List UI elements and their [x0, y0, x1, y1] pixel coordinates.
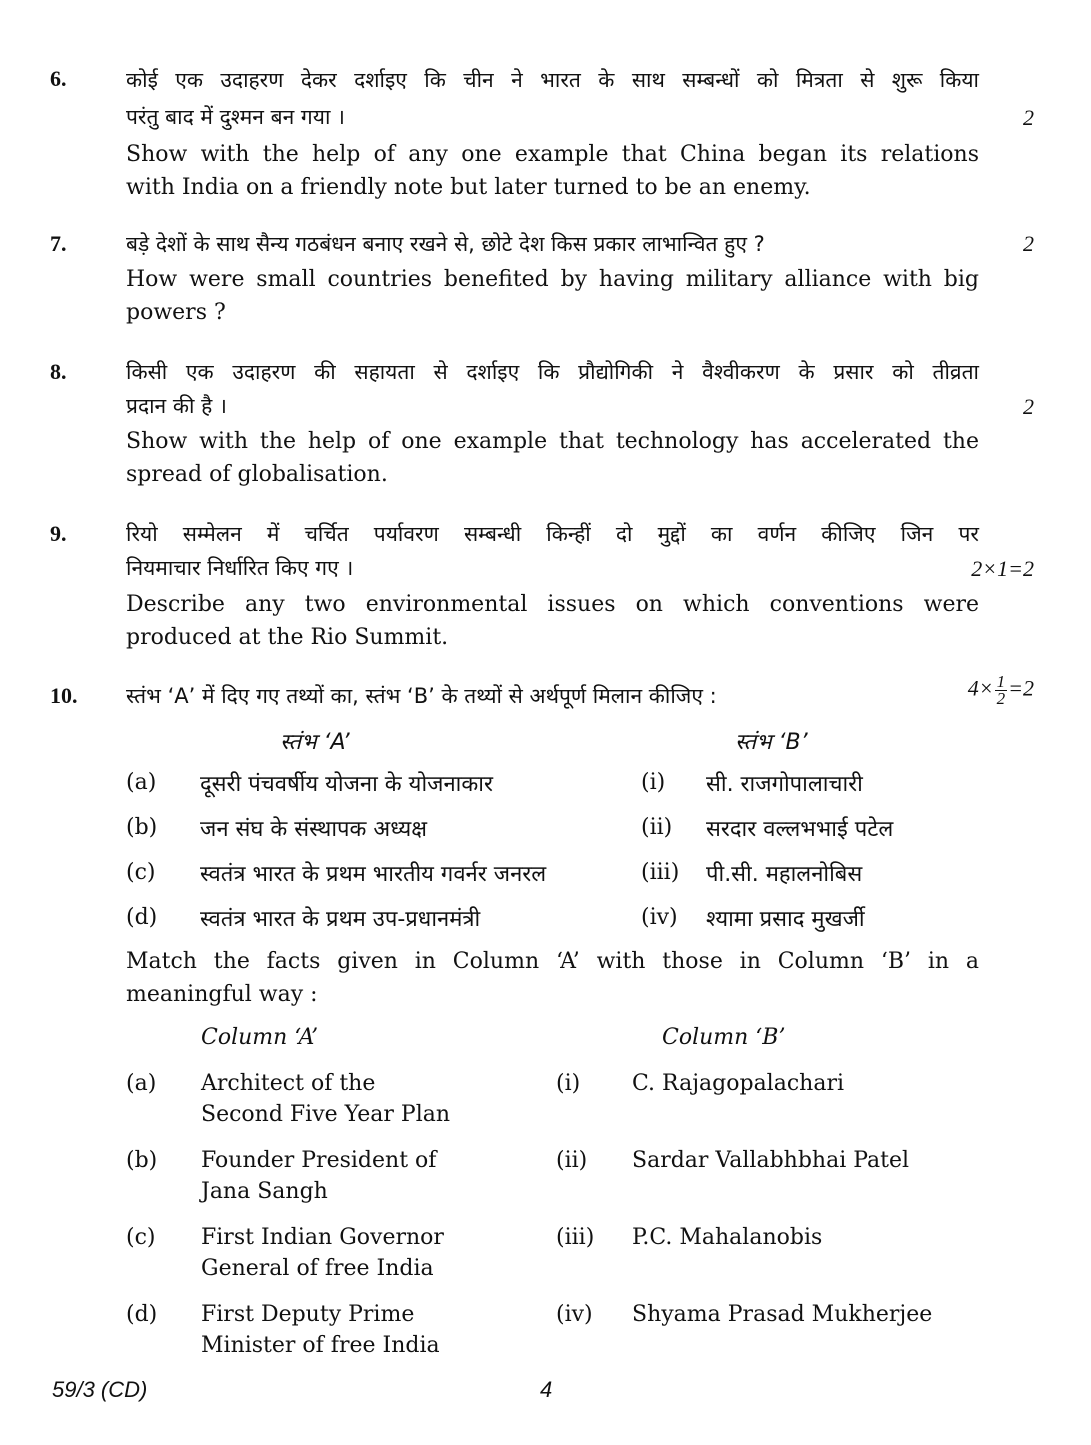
column-a-item-line: Second Five Year Plan — [201, 1102, 451, 1127]
question-hindi-line: बड़े देशों के साथ सैन्य गठबंधन बनाए रखने से, छोटे देश किस प्रकार लाभान्वित हुए ? — [126, 232, 765, 256]
question-marks: 2 — [1023, 394, 1034, 419]
column-b-item: Shyama Prasad Mukherjee — [632, 1302, 933, 1327]
question-number: 9. — [50, 521, 67, 546]
hindi-column-a-heading: स्तंभ ‘A’ — [280, 730, 350, 755]
column-a-item-line: Jana Sangh — [201, 1179, 328, 1204]
hindi-column-b-heading: स्तंभ ‘B’ — [735, 730, 808, 755]
row-label-a: (b) — [126, 815, 158, 840]
question-number: 6. — [50, 66, 67, 91]
column-a-item-line: Minister of free India — [201, 1333, 440, 1358]
question-english-line: Show with the help of one example that technology has accelerated the — [126, 429, 979, 454]
question-number: 10. — [50, 683, 78, 708]
column-a-item: स्वतंत्र भारत के प्रथम भारतीय गवर्नर जनरल — [200, 862, 547, 887]
row-label-b: (i) — [556, 1071, 581, 1096]
question-english-line: meaningful way : — [126, 982, 318, 1007]
question-marks: 2×1=2 — [971, 556, 1034, 581]
row-label-b: (iv) — [556, 1302, 593, 1327]
column-b-item: C. Rajagopalachari — [632, 1071, 844, 1096]
column-a-item-line: Founder President of — [201, 1148, 437, 1173]
row-label-a: (c) — [126, 860, 156, 885]
row-label-b: (iv) — [641, 905, 678, 930]
question-english-line: How were small countries benefited by having military alliance with big — [126, 267, 979, 292]
question-hindi-line: कोई एक उदाहरण देकर दर्शाइए कि चीन ने भारत के साथ सम्बन्धों को मित्रता से शुरू किया — [126, 68, 979, 92]
question-number: 7. — [50, 231, 67, 256]
row-label-a: (c) — [126, 1225, 156, 1250]
question-english-line: with India on a friendly note but later turned to be an enemy. — [126, 175, 811, 200]
column-a-item-line: First Deputy Prime — [201, 1302, 415, 1327]
english-column-b-heading: Column ‘B’ — [662, 1025, 786, 1050]
column-a-item: दूसरी पंचवर्षीय योजना के योजनाकार — [200, 772, 493, 797]
column-a-item: स्वतंत्र भारत के प्रथम उप-प्रधानमंत्री — [200, 907, 481, 932]
question-marks: 2 — [1023, 105, 1034, 130]
english-column-a-heading: Column ‘A’ — [201, 1025, 319, 1050]
question-hindi-line: रियो सम्मेलन में चर्चित पर्यावरण सम्बन्धी किन्हीं दो मुद्दों का वर्णन कीजिए जिन पर — [126, 522, 979, 546]
question-english-line: Match the facts given in Column ‘A’ with those in Column ‘B’ in a — [126, 949, 979, 974]
column-b-item: Sardar Vallabhbhai Patel — [632, 1148, 910, 1173]
row-label-a: (d) — [126, 905, 158, 930]
column-b-item: P.C. Mahalanobis — [632, 1225, 823, 1250]
fraction-denominator: 2 — [996, 689, 1006, 708]
paper-code: 59/3 (CD) — [52, 1377, 148, 1402]
row-label-b: (ii) — [556, 1148, 588, 1173]
question-english-line: spread of globalisation. — [126, 462, 388, 487]
marks-fraction — [995, 674, 1008, 707]
question-hindi-line: नियमाचार निर्धारित किए गए । — [126, 556, 354, 580]
question-marks: 2 — [1023, 231, 1034, 256]
question-hindi-line: परंतु बाद में दुश्मन बन गया । — [126, 105, 346, 129]
row-label-a: (a) — [126, 770, 157, 795]
column-a-item-line: Architect of the — [201, 1071, 376, 1096]
question-english-line: powers ? — [126, 300, 226, 325]
row-label-a: (d) — [126, 1302, 158, 1327]
row-label-b: (iii) — [556, 1225, 595, 1250]
column-b-item: श्यामा प्रसाद मुखर्जी — [706, 907, 865, 932]
marks-prefix: 4× — [967, 675, 994, 701]
row-label-b: (iii) — [641, 860, 680, 885]
column-b-item: सरदार वल्लभभाई पटेल — [706, 817, 894, 842]
row-label-a: (b) — [126, 1148, 158, 1173]
column-a-item-line: First Indian Governor — [201, 1225, 444, 1250]
question-english-line: Describe any two environmental issues on which conventions were — [126, 592, 979, 617]
question-hindi-line: स्तंभ ‘A’ में दिए गए तथ्यों का, स्तंभ ‘B’ के तथ्यों से अर्थपूर्ण मिलान कीजिए : — [126, 684, 717, 708]
question-english-line: produced at the Rio Summit. — [126, 625, 449, 650]
question-marks — [968, 674, 1034, 707]
row-label-b: (ii) — [641, 815, 673, 840]
column-a-item: जन संघ के संस्थापक अध्यक्ष — [200, 817, 428, 842]
question-hindi-line: प्रदान की है । — [126, 394, 227, 418]
question-number: 8. — [50, 359, 67, 384]
column-a-item-line: General of free India — [201, 1256, 434, 1281]
question-hindi-line: किसी एक उदाहरण की सहायता से दर्शाइए कि प्रौद्योगिकी ने वैश्वीकरण के प्रसार को तीव्रता — [126, 360, 979, 384]
row-label-b: (i) — [641, 770, 666, 795]
page-number: 4 — [540, 1377, 553, 1402]
column-b-item: सी. राजगोपालाचारी — [706, 772, 863, 797]
column-b-item: पी.सी. महालनोबिस — [706, 862, 863, 887]
fraction-numerator: 1 — [996, 672, 1006, 691]
marks-suffix: =2 — [1008, 675, 1034, 701]
row-label-a: (a) — [126, 1071, 157, 1096]
question-english-line: Show with the help of any one example that China began its relations — [126, 142, 979, 167]
